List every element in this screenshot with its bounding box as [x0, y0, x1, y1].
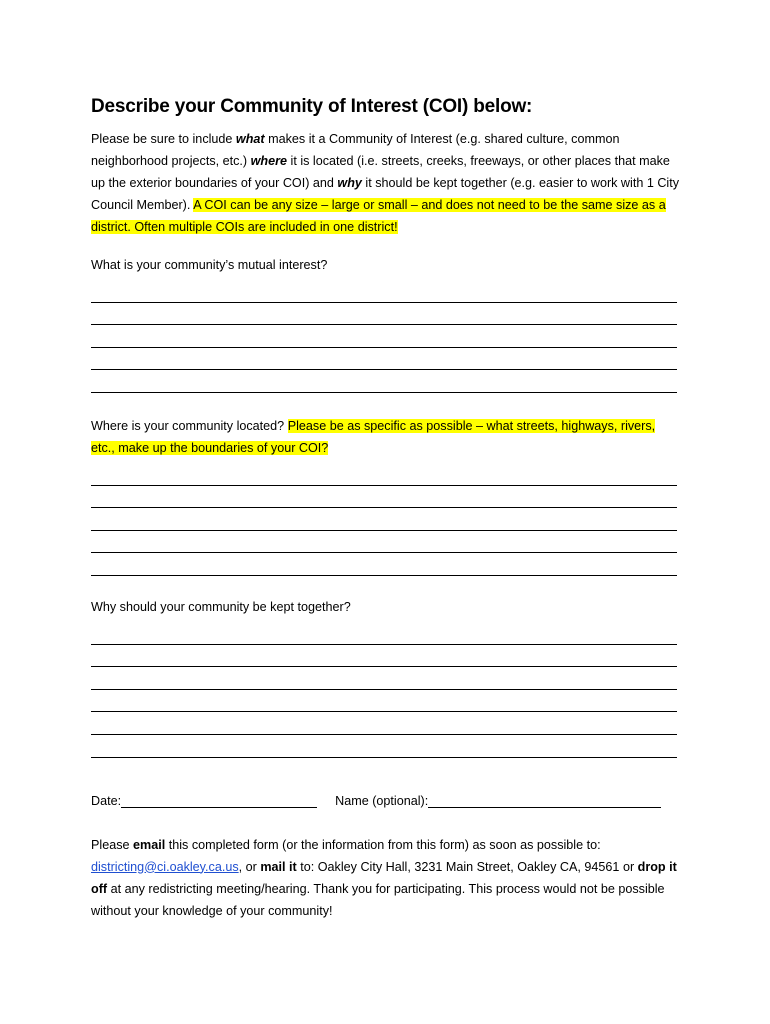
footer-drop-bold: drop it off — [91, 859, 677, 896]
footer-paragraph — [91, 834, 681, 922]
answer-lines-kept-together[interactable] — [91, 622, 681, 758]
intro-text-4: it should be kept together (e.g. easier to work with 1 City Council Member). — [91, 176, 680, 212]
answer-line[interactable] — [91, 348, 677, 371]
question-location-text: Where is your community located? — [91, 418, 288, 433]
intro-why: why — [337, 176, 362, 190]
footer-text-5: at any redistricting meeting/hearing. Thank you for participating. This process would not be possible without your knowledge of your community! — [91, 881, 665, 918]
answer-line[interactable] — [91, 531, 677, 554]
answer-line[interactable] — [91, 486, 677, 509]
intro-text-3: it is located (i.e. streets, creeks, freeways, or other places that make up the exterior boundaries of your COI) and — [91, 154, 670, 190]
answer-line[interactable] — [91, 622, 677, 645]
intro-text-2: makes it a Community of Interest (e.g. shared culture, common neighborhood projects, etc.) — [91, 132, 620, 168]
footer-text-2: this completed form (or the information from this form) as soon as possible to: — [165, 837, 601, 852]
footer-email-bold: email — [133, 837, 166, 852]
footer-text-3: , or — [238, 859, 261, 874]
intro-where: where — [250, 154, 288, 168]
date-field[interactable] — [121, 793, 317, 808]
answer-line[interactable] — [91, 370, 677, 393]
answer-line[interactable] — [91, 508, 677, 531]
answer-line[interactable] — [91, 735, 677, 758]
answer-lines-mutual-interest[interactable] — [91, 280, 681, 393]
form-page — [91, 96, 681, 922]
page-title: Describe your Community of Interest (COI) below: — [91, 96, 533, 117]
answer-lines-location[interactable] — [91, 463, 681, 576]
footer-text-4: to: Oakley City Hall, 3231 Main Street, Oakley CA, 94561 or — [296, 859, 638, 874]
answer-line[interactable] — [91, 690, 677, 713]
date-label: Date: — [91, 793, 122, 808]
answer-line[interactable] — [91, 303, 677, 326]
question-kept-together: Why should your community be kept together? — [91, 599, 351, 614]
question-location-highlight: Please be as specific as possible – what streets, highways, rivers, etc., make up the boundaries of your COI? — [91, 418, 656, 455]
answer-line[interactable] — [91, 463, 677, 486]
answer-line[interactable] — [91, 325, 677, 348]
answer-line[interactable] — [91, 553, 677, 576]
question-location — [91, 415, 681, 459]
question-mutual-interest: What is your community’s mutual interest? — [91, 258, 328, 272]
intro-highlight: A COI can be any size – large or small – and does not need to be the same size as a district. Often multiple COIs are included in one district! — [91, 198, 666, 234]
footer-mail-bold: mail it — [260, 859, 297, 874]
date-name-row — [91, 788, 681, 808]
name-label: Name (optional): — [335, 793, 429, 808]
answer-line[interactable] — [91, 280, 677, 303]
intro-what: what — [235, 132, 265, 146]
intro-paragraph — [91, 128, 681, 238]
intro-text-1: Please be sure to include — [91, 132, 236, 146]
answer-line[interactable] — [91, 667, 677, 690]
name-field[interactable] — [428, 793, 661, 808]
footer-text-1: Please — [91, 837, 134, 852]
email-link[interactable]: districting@ci.oakley.ca.us — [91, 859, 239, 874]
answer-line[interactable] — [91, 712, 677, 735]
answer-line[interactable] — [91, 645, 677, 668]
